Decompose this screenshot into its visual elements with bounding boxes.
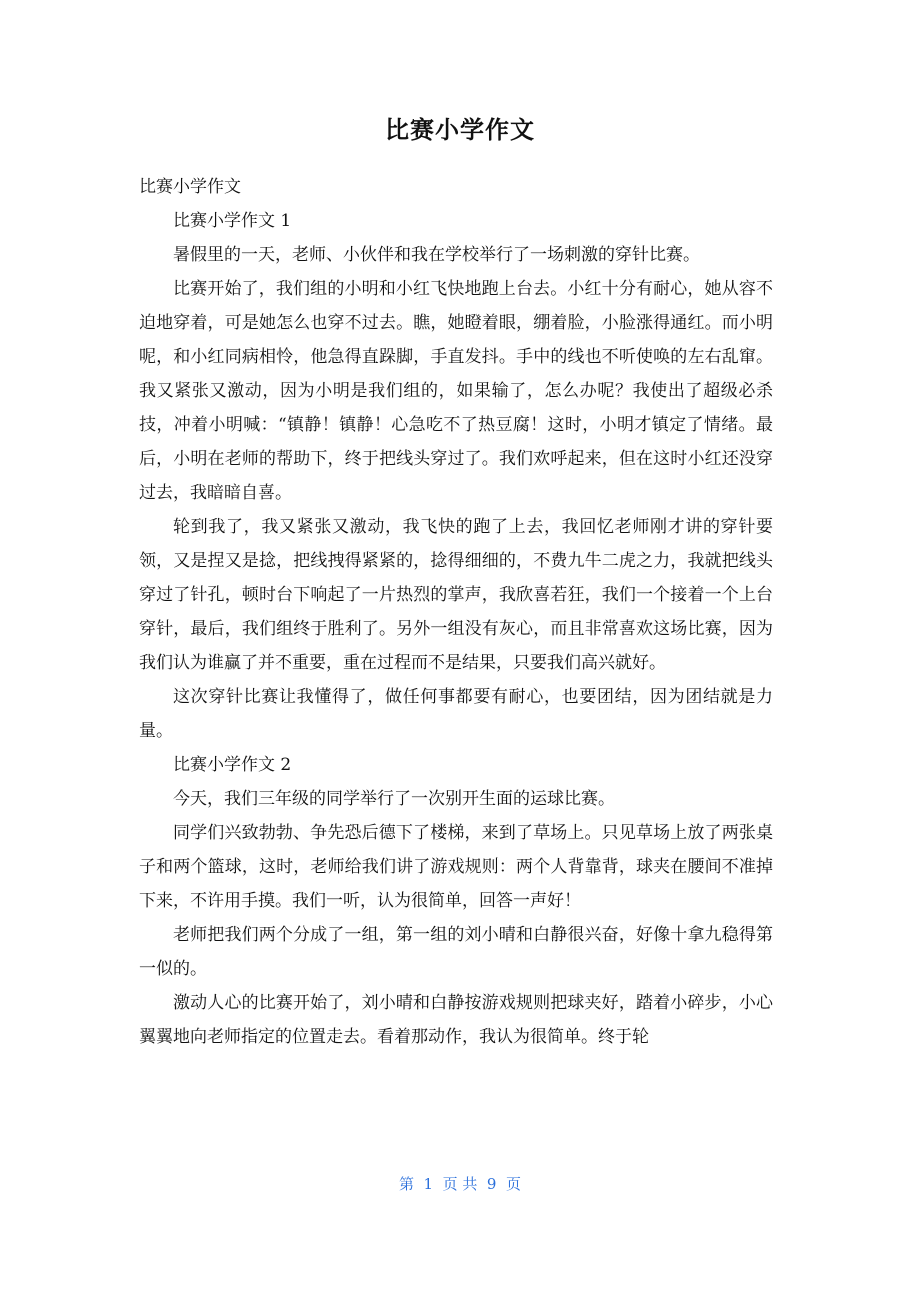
section-heading-2: 比赛小学作文 2: [173, 755, 292, 775]
paragraph: 今天，我们三年级的同学举行了一次别开生面的运球比赛。: [173, 789, 615, 809]
paragraph: 这次穿针比赛让我懂得了，做任何事都要有耐心，也要团结，因为团结就是力量。: [139, 687, 773, 741]
document-body: [139, 170, 773, 1054]
page-indicator: 第 1 页 共 9 页: [399, 1175, 521, 1193]
paragraph-heading: 比赛小学作文: [139, 177, 241, 197]
document-title: 比赛小学作文: [385, 116, 535, 144]
paragraph: 比赛开始了，我们组的小明和小红飞快地跑上台去。小红十分有耐心，她从容不迫地穿着，可是她怎么也穿不过去。瞧，她瞪着眼，绷着脸，小脸涨得通红。而小明呢，和小红同病相怜，他急得直跺脚，手直发抖。手中的线也不听使唤的左右乱窜。我又紧张又激动，因为小明是我们组的，如果输了，怎么办呢？我使出了超级必杀技，冲着小明喊：“镇静！镇静！心急吃不了热豆腐！这时，小明才镇定了情绪。最后，小明在老师的帮助下，终于把线头穿过了。我们欢呼起来，但在这时小红还没穿过去，我暗暗自喜。: [139, 279, 773, 503]
paragraph: 暑假里的一天，老师、小伙伴和我在学校举行了一场刺激的穿针比赛。: [173, 245, 700, 265]
paragraph: 老师把我们两个分成了一组，第一组的刘小晴和白静很兴奋，好像十拿九稳得第一似的。: [139, 925, 773, 979]
paragraph: 激动人心的比赛开始了，刘小晴和白静按游戏规则把球夹好，踏着小碎步，小心翼翼地向老师指定的位置走去。看着那动作，我认为很简单。终于轮: [139, 993, 773, 1047]
paragraph: 轮到我了，我又紧张又激动，我飞快的跑了上去，我回忆老师刚才讲的穿针要领，又是捏又是捻，把线拽得紧紧的，捻得细细的，不费九牛二虎之力，我就把线头穿过了针孔，顿时台下响起了一片热烈的掌声，我欣喜若狂，我们一个接着一个上台穿针，最后，我们组终于胜利了。另外一组没有灰心，而且非常喜欢这场比赛，因为我们认为谁赢了并不重要，重在过程而不是结果，只要我们高兴就好。: [139, 517, 773, 673]
section-heading-1: 比赛小学作文 1: [173, 211, 292, 231]
paragraph: 同学们兴致勃勃、争先恐后德下了楼梯，来到了草场上。只见草场上放了两张桌子和两个篮球，这时，老师给我们讲了游戏规则：两个人背靠背，球夹在腰间不准掉下来，不许用手摸。我们一听，认为很简单，回答一声好！: [139, 823, 773, 911]
